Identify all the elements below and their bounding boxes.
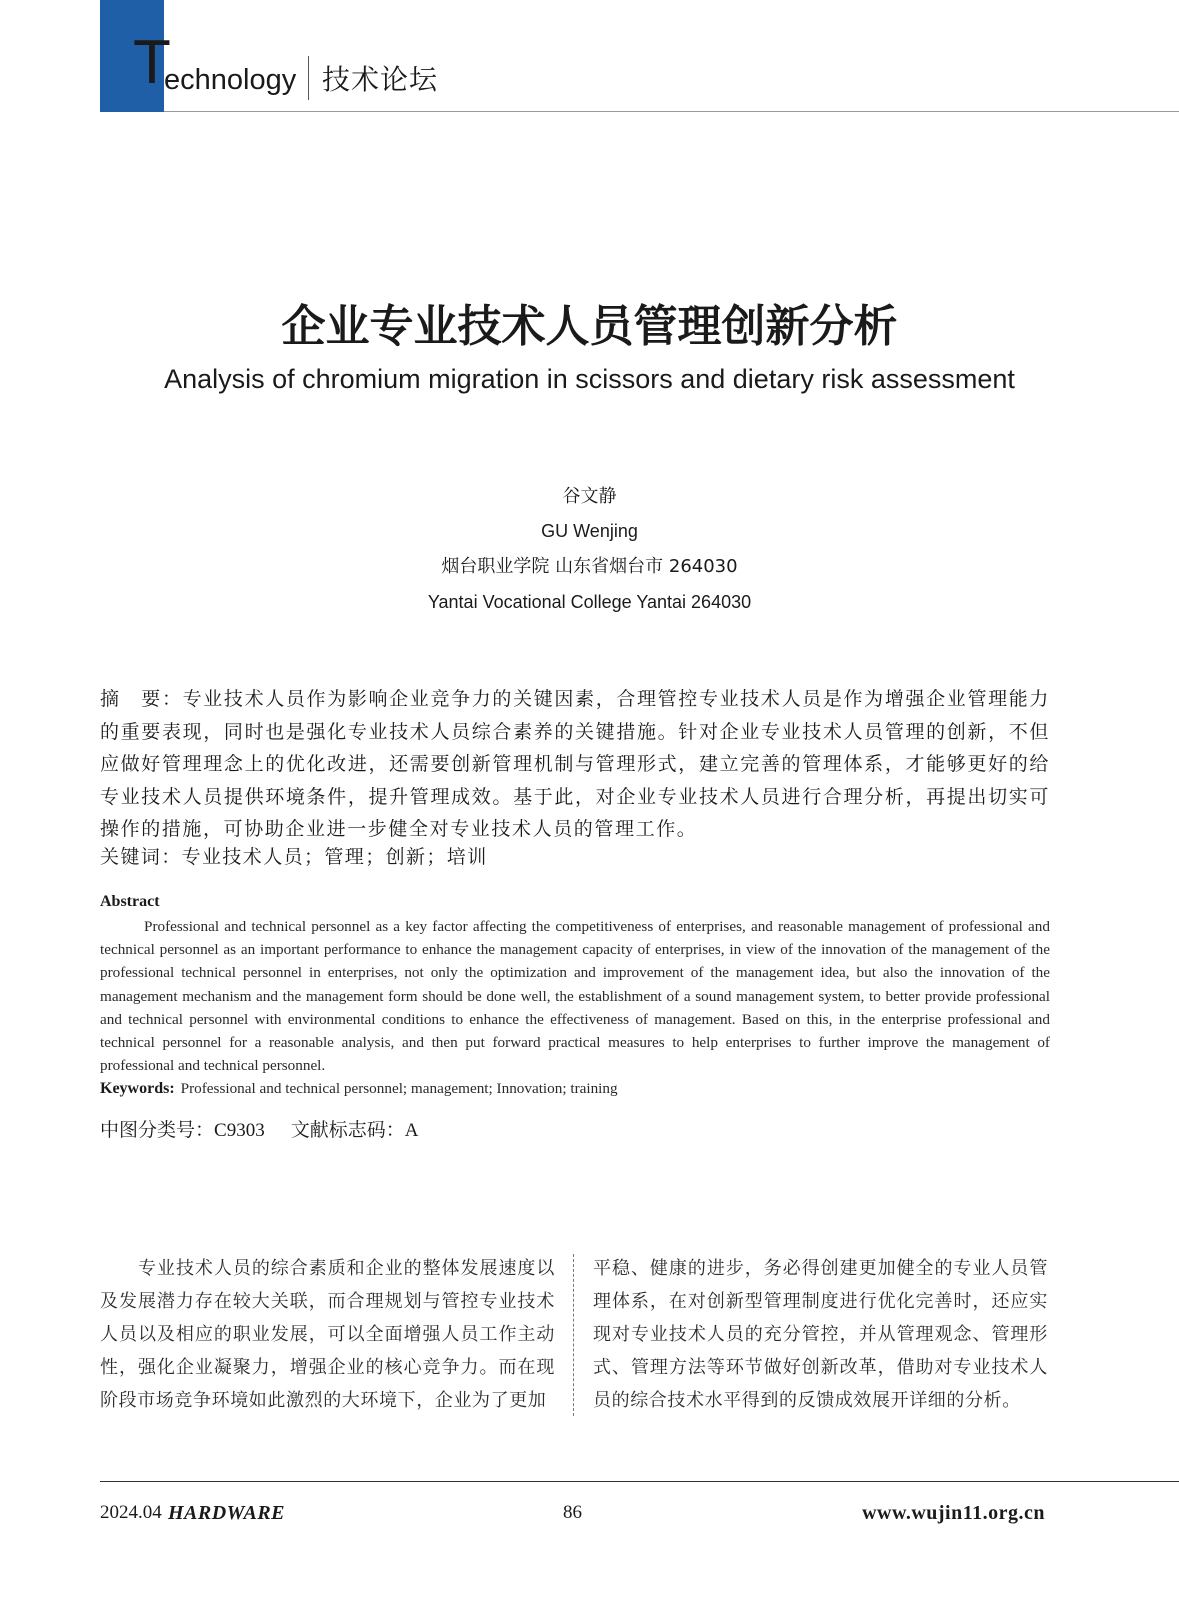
doc-code-label: 文献标志码： [290,1119,405,1141]
author-name-cn: 谷文静 [562,486,617,507]
author-name-en: GU Wenjing [541,521,638,541]
header-rule [164,111,1179,112]
keywords-cn-label: 关键词： [100,846,182,868]
affiliation-en: Yantai Vocational College Yantai 264030 [427,592,752,612]
abstract-en-text: Professional and technical personnel as a key factor affecting the competitiveness of enterprises, and reasonable management of professional and technical personnel as an important performance to enhance the management capacity of enterprises, in view of the innovation of the management of the professional technical personnel in enterprises, not only the optimization and improvement of the management idea, but also the innovation of the management mechanism and the management form should be done well, the establishment of a sound management system, to better provide professional and technical personnel with environmental conditions to enhance the effectiveness of management. Based on this, in the enterprise professional and technical personnel for a reasonable analysis, and then put forward practical measures to help enterprises to further improve the management of professional and technical personnel. [100,918,1050,1075]
page-number: 86 [563,1502,582,1523]
header-section-title: 技术论坛 [322,63,439,96]
keywords-cn-text: 专业技术人员；管理；创新；培训 [181,846,488,868]
doc-code-value: A [404,1120,419,1141]
paper-title-en: Analysis of chromium migration in scissors and dietary risk assessment [164,364,1015,394]
keywords-en-label: Keywords: [100,1080,175,1097]
column-divider [573,1254,574,1416]
clc-label: 中图分类号： [100,1119,215,1141]
footer-magazine-name: HARDWARE [168,1502,285,1524]
header-word: echnology [164,64,297,96]
paper-title-cn: 企业专业技术人员管理创新分析 [281,301,898,352]
clc-value: C9303 [214,1120,265,1141]
footer-rule [100,1481,1179,1482]
keywords-cn [100,845,1050,870]
keywords-en [100,1079,1050,1100]
footer-date: 2024.04 [100,1502,162,1523]
abstract-cn-text: 专业技术人员作为影响企业竞争力的关键因素，合理管控专业技术人员是作为增强企业管理能力的重要表现，同时也是强化专业技术人员综合素养的关键措施。针对企业专业技术人员管理的创新，不但应做好管理理念上的优化改进，还需要创新管理机制与管理形式，建立完善的管理体系，才能够更好的给专业技术人员提供环境条件，提升管理成效。基于此，对企业专业技术人员进行合理分析，再提出切实可操作的措施，可协助企业进一步健全对专业技术人员的管理工作。 [100,688,1051,841]
header-initial: T [133,28,171,97]
abstract-en-label: Abstract [100,893,160,910]
keywords-en-text: Professional and technical personnel; management; Innovation; training [180,1080,618,1097]
footer-url: www.wujin11.org.cn [862,1502,1045,1524]
header-separator [308,56,309,100]
body-column-left: 专业技术人员的综合素质和企业的整体发展速度以及发展潜力存在较大关联，而合理规划与管控专业技术人员以及相应的职业发展，可以全面增强人员工作主动性，强化企业凝聚力，增强企业的核心竞争力。而在现阶段市场竞争环境如此激烈的大环境下，企业为了更加 [100,1258,555,1411]
abstract-cn [100,683,1050,846]
affiliation-cn: 烟台职业学院 山东省烟台市 264030 [441,556,738,577]
abstract-cn-label: 摘 要： [100,688,183,710]
body-column-right: 平稳、健康的进步，务必得创建更加健全的专业人员管理体系，在对创新型管理制度进行优化完善时，还应实现对专业技术人员的充分管控，并从管理观念、管理形式、管理方法等环节做好创新改革，借助对专业技术人员的综合技术水平得到的反馈成效展开详细的分析。 [593,1258,1048,1411]
classification-line [100,1118,418,1144]
